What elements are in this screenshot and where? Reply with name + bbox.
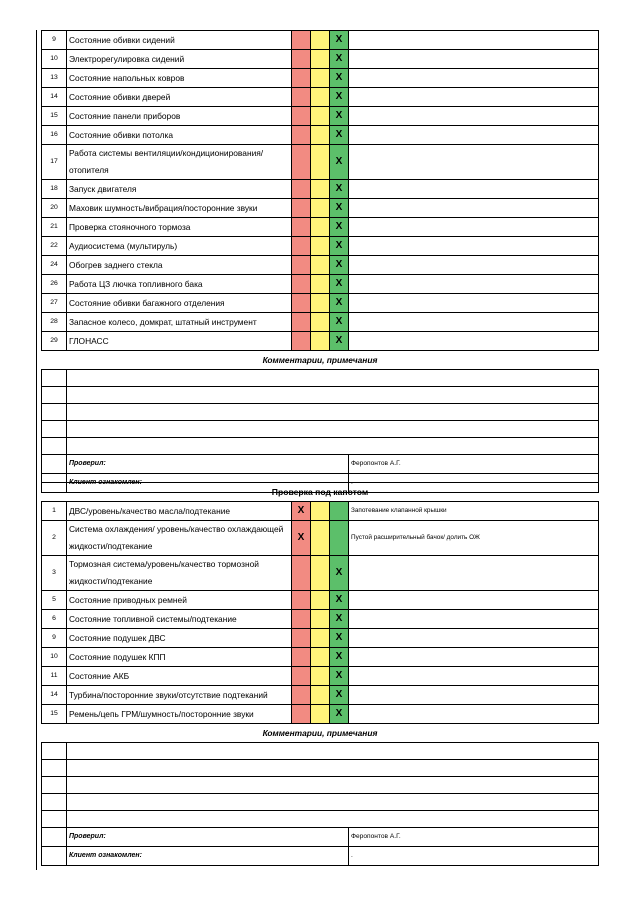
- status-green-cell[interactable]: X: [330, 218, 349, 237]
- status-red-cell[interactable]: [292, 313, 311, 332]
- row-description: Проверка стояночного тормоза: [67, 218, 292, 237]
- row-description: Электрорегулировка сидений: [67, 50, 292, 69]
- status-red-cell[interactable]: [292, 667, 311, 686]
- row-description: Состояние подушек ДВС: [67, 629, 292, 648]
- status-red-cell[interactable]: [292, 629, 311, 648]
- row-note: Запотевание клапанной крышки: [349, 502, 599, 521]
- status-yellow-cell[interactable]: [311, 313, 330, 332]
- checked-by-value: Феропонтов А.Г.: [349, 455, 599, 474]
- row-description: Обогрев заднего стекла: [67, 256, 292, 275]
- status-green-cell[interactable]: X: [330, 180, 349, 199]
- row-number: 1: [42, 502, 67, 521]
- status-green-cell[interactable]: X: [330, 591, 349, 610]
- comment-num-cell: [42, 387, 67, 404]
- status-green-cell[interactable]: X: [330, 69, 349, 88]
- status-red-cell[interactable]: [292, 199, 311, 218]
- row-note: [349, 145, 599, 180]
- status-green-cell[interactable]: X: [330, 332, 349, 351]
- checklist-row: [42, 686, 599, 705]
- row-note: [349, 180, 599, 199]
- status-green-cell[interactable]: X: [330, 686, 349, 705]
- row-description: ДВС/уровень/качество масла/подтекание: [67, 502, 292, 521]
- status-red-cell[interactable]: [292, 31, 311, 50]
- status-green-cell[interactable]: X: [330, 126, 349, 145]
- status-red-cell[interactable]: [292, 648, 311, 667]
- status-green-cell[interactable]: X: [330, 31, 349, 50]
- checklist-row: [42, 591, 599, 610]
- signature-num-cell: [42, 455, 67, 474]
- under-hood-checklist-table: [41, 482, 599, 866]
- status-yellow-cell[interactable]: [311, 180, 330, 199]
- status-red-cell[interactable]: [292, 275, 311, 294]
- comment-line[interactable]: [67, 438, 599, 455]
- status-yellow-cell[interactable]: [311, 69, 330, 88]
- comment-line[interactable]: [67, 811, 599, 828]
- status-green-cell[interactable]: X: [330, 705, 349, 724]
- checked-by-value: Феропонтов А.Г.: [349, 828, 599, 847]
- status-red-cell[interactable]: [292, 332, 311, 351]
- row-description: Состояние АКБ: [67, 667, 292, 686]
- interior-checklist-body: [42, 31, 599, 351]
- status-yellow-cell[interactable]: [311, 556, 330, 591]
- row-description: Турбина/посторонние звуки/отсутствие подтеканий: [67, 686, 292, 705]
- row-note: [349, 69, 599, 88]
- row-note: [349, 294, 599, 313]
- row-number: 2: [42, 521, 67, 556]
- row-description: Состояние обивки сидений: [67, 31, 292, 50]
- row-note: [349, 556, 599, 591]
- row-number: 5: [42, 591, 67, 610]
- row-number: 3: [42, 556, 67, 591]
- row-description: Маховик шумность/вибрация/посторонние звуки: [67, 199, 292, 218]
- row-description: Состояние приводных ремней: [67, 591, 292, 610]
- status-red-cell[interactable]: [292, 237, 311, 256]
- status-green-cell[interactable]: X: [330, 50, 349, 69]
- row-description: Тормозная система/уровень/качество тормозной жидкости/подтекание: [67, 556, 292, 591]
- row-number: 15: [42, 705, 67, 724]
- row-number: 10: [42, 648, 67, 667]
- comment-line[interactable]: [67, 794, 599, 811]
- status-green-cell[interactable]: X: [330, 294, 349, 313]
- comment-num-cell: [42, 777, 67, 794]
- signature-num-cell: [42, 828, 67, 847]
- row-description: Запасное колесо, домкрат, штатный инструмент: [67, 313, 292, 332]
- row-description: Ремень/цепь ГРМ/шумность/посторонние звуки: [67, 705, 292, 724]
- checklist-row: [42, 145, 599, 180]
- status-red-cell[interactable]: [292, 218, 311, 237]
- status-green-cell[interactable]: X: [330, 88, 349, 107]
- row-number: 29: [42, 332, 67, 351]
- status-yellow-cell[interactable]: [311, 648, 330, 667]
- comment-line[interactable]: [67, 387, 599, 404]
- row-number: 6: [42, 610, 67, 629]
- section2-comments: [42, 724, 599, 866]
- row-note: [349, 313, 599, 332]
- status-yellow-cell[interactable]: [311, 88, 330, 107]
- status-red-cell[interactable]: [292, 180, 311, 199]
- comment-line[interactable]: [67, 370, 599, 387]
- status-green-cell[interactable]: X: [330, 556, 349, 591]
- row-number: 27: [42, 294, 67, 313]
- checklist-row: [42, 502, 599, 521]
- row-note: [349, 667, 599, 686]
- row-number: 18: [42, 180, 67, 199]
- comment-line[interactable]: [67, 404, 599, 421]
- checklist-row: [42, 256, 599, 275]
- status-green-cell[interactable]: X: [330, 610, 349, 629]
- row-description: Состояние подушек КПП: [67, 648, 292, 667]
- status-red-cell[interactable]: [292, 145, 311, 180]
- row-number: 15: [42, 107, 67, 126]
- row-note: [349, 332, 599, 351]
- comment-num-cell: [42, 421, 67, 438]
- checklist-row: [42, 610, 599, 629]
- interior-checklist-table: [41, 30, 599, 493]
- status-red-cell[interactable]: [292, 294, 311, 313]
- row-number: 21: [42, 218, 67, 237]
- status-red-cell[interactable]: [292, 88, 311, 107]
- row-description: Состояние напольных ковров: [67, 69, 292, 88]
- comment-line[interactable]: [67, 421, 599, 438]
- status-green-cell[interactable]: X: [330, 648, 349, 667]
- checklist-row: [42, 50, 599, 69]
- checklist-row: [42, 556, 599, 591]
- status-green-cell[interactable]: X: [330, 199, 349, 218]
- row-note: [349, 705, 599, 724]
- status-yellow-cell[interactable]: [311, 686, 330, 705]
- row-note: [349, 50, 599, 69]
- checked-by-label: Проверил:: [67, 828, 349, 847]
- status-red-cell[interactable]: [292, 256, 311, 275]
- row-note: [349, 218, 599, 237]
- checklist-row: [42, 126, 599, 145]
- client-ack-value: .: [349, 474, 599, 493]
- checklist-row: [42, 629, 599, 648]
- status-red-cell[interactable]: [292, 556, 311, 591]
- row-number: 28: [42, 313, 67, 332]
- checklist-row: [42, 237, 599, 256]
- checklist-row: [42, 107, 599, 126]
- row-note: [349, 256, 599, 275]
- row-description: Состояние обивки потолка: [67, 126, 292, 145]
- status-yellow-cell[interactable]: [311, 256, 330, 275]
- status-yellow-cell[interactable]: [311, 31, 330, 50]
- checklist-row: [42, 313, 599, 332]
- status-red-cell[interactable]: [292, 107, 311, 126]
- client-ack-label: Клиент ознакомлен:: [67, 474, 349, 493]
- checklist-row: [42, 521, 599, 556]
- status-red-cell[interactable]: [292, 591, 311, 610]
- row-note: [349, 648, 599, 667]
- row-number: 10: [42, 50, 67, 69]
- row-number: 17: [42, 145, 67, 180]
- comment-num-cell: [42, 760, 67, 777]
- status-yellow-cell[interactable]: [311, 502, 330, 521]
- status-yellow-cell[interactable]: [311, 50, 330, 69]
- row-description: Состояние обивки багажного отделения: [67, 294, 292, 313]
- checklist-row: [42, 199, 599, 218]
- row-note: Пустой расширительный бачок/ долить ОЖ: [349, 521, 599, 556]
- client-ack-value: .: [349, 847, 599, 866]
- status-red-cell[interactable]: [292, 50, 311, 69]
- status-red-cell[interactable]: X: [292, 521, 311, 556]
- comment-num-cell: [42, 811, 67, 828]
- status-red-cell[interactable]: [292, 126, 311, 145]
- row-note: [349, 126, 599, 145]
- row-note: [349, 88, 599, 107]
- row-number: 26: [42, 275, 67, 294]
- status-yellow-cell[interactable]: [311, 199, 330, 218]
- checklist-row: [42, 332, 599, 351]
- status-yellow-cell[interactable]: [311, 107, 330, 126]
- row-description: Состояние панели приборов: [67, 107, 292, 126]
- status-yellow-cell[interactable]: [311, 629, 330, 648]
- comment-line[interactable]: [67, 777, 599, 794]
- status-yellow-cell[interactable]: [311, 667, 330, 686]
- checklist-row: [42, 667, 599, 686]
- checklist-row: [42, 218, 599, 237]
- row-number: 14: [42, 686, 67, 705]
- row-description: Система охлаждения/ уровень/качество охлаждающей жидкости/подтекание: [67, 521, 292, 556]
- comment-line[interactable]: [67, 743, 599, 760]
- status-yellow-cell[interactable]: [311, 218, 330, 237]
- row-note: [349, 199, 599, 218]
- status-red-cell[interactable]: [292, 69, 311, 88]
- checklist-row: [42, 294, 599, 313]
- under-hood-title: Проверка под капотом: [42, 483, 599, 502]
- client-ack-label: Клиент ознакомлен:: [67, 847, 349, 866]
- checklist-row: [42, 648, 599, 667]
- row-number: 9: [42, 629, 67, 648]
- status-green-cell[interactable]: X: [330, 629, 349, 648]
- checklist-row: [42, 180, 599, 199]
- under-hood-checklist-body: [42, 502, 599, 724]
- comment-num-cell: [42, 370, 67, 387]
- row-description: Состояние топливной системы/подтекание: [67, 610, 292, 629]
- row-note: [349, 610, 599, 629]
- status-yellow-cell[interactable]: [311, 591, 330, 610]
- row-description: Состояние обивки дверей: [67, 88, 292, 107]
- row-description: Запуск двигателя: [67, 180, 292, 199]
- status-green-cell[interactable]: X: [330, 145, 349, 180]
- status-green-cell[interactable]: X: [330, 313, 349, 332]
- comments-title: Комментарии, примечания: [42, 351, 599, 370]
- checklist-row: [42, 31, 599, 50]
- row-note: [349, 591, 599, 610]
- status-green-cell[interactable]: [330, 502, 349, 521]
- checklist-row: [42, 275, 599, 294]
- status-yellow-cell[interactable]: [311, 332, 330, 351]
- comment-num-cell: [42, 794, 67, 811]
- status-yellow-cell[interactable]: [311, 145, 330, 180]
- status-green-cell[interactable]: [330, 521, 349, 556]
- comment-num-cell: [42, 438, 67, 455]
- row-number: 16: [42, 126, 67, 145]
- status-red-cell[interactable]: [292, 705, 311, 724]
- row-description: Работа ЦЗ лючка топливного бака: [67, 275, 292, 294]
- comment-num-cell: [42, 404, 67, 421]
- section2-title-row: [42, 483, 599, 502]
- row-number: 11: [42, 667, 67, 686]
- comments-title: Комментарии, примечания: [42, 724, 599, 743]
- status-yellow-cell[interactable]: [311, 610, 330, 629]
- row-number: 24: [42, 256, 67, 275]
- row-note: [349, 275, 599, 294]
- status-green-cell[interactable]: X: [330, 275, 349, 294]
- comment-num-cell: [42, 743, 67, 760]
- signature-num-cell: [42, 847, 67, 866]
- checklist-row: [42, 69, 599, 88]
- status-green-cell[interactable]: X: [330, 667, 349, 686]
- checklist-row: [42, 88, 599, 107]
- row-note: [349, 629, 599, 648]
- left-margin-line: [36, 30, 37, 870]
- row-note: [349, 686, 599, 705]
- checklist-row: [42, 705, 599, 724]
- status-yellow-cell[interactable]: [311, 705, 330, 724]
- section1-comments: [42, 351, 599, 493]
- status-yellow-cell[interactable]: [311, 126, 330, 145]
- row-number: 20: [42, 199, 67, 218]
- status-green-cell[interactable]: X: [330, 256, 349, 275]
- checked-by-label: Проверил:: [67, 455, 349, 474]
- status-green-cell[interactable]: X: [330, 107, 349, 126]
- row-note: [349, 31, 599, 50]
- row-description: Работа системы вентиляции/кондиционирования/ отопителя: [67, 145, 292, 180]
- row-number: 13: [42, 69, 67, 88]
- row-number: 14: [42, 88, 67, 107]
- row-description: Аудиосистема (мультируль): [67, 237, 292, 256]
- status-yellow-cell[interactable]: [311, 294, 330, 313]
- status-green-cell[interactable]: X: [330, 237, 349, 256]
- row-number: 9: [42, 31, 67, 50]
- row-note: [349, 237, 599, 256]
- status-yellow-cell[interactable]: [311, 237, 330, 256]
- comment-line[interactable]: [67, 760, 599, 777]
- status-red-cell[interactable]: X: [292, 502, 311, 521]
- row-note: [349, 107, 599, 126]
- status-yellow-cell[interactable]: [311, 275, 330, 294]
- row-number: 22: [42, 237, 67, 256]
- row-description: ГЛОНАСС: [67, 332, 292, 351]
- status-red-cell[interactable]: [292, 610, 311, 629]
- status-yellow-cell[interactable]: [311, 521, 330, 556]
- status-red-cell[interactable]: [292, 686, 311, 705]
